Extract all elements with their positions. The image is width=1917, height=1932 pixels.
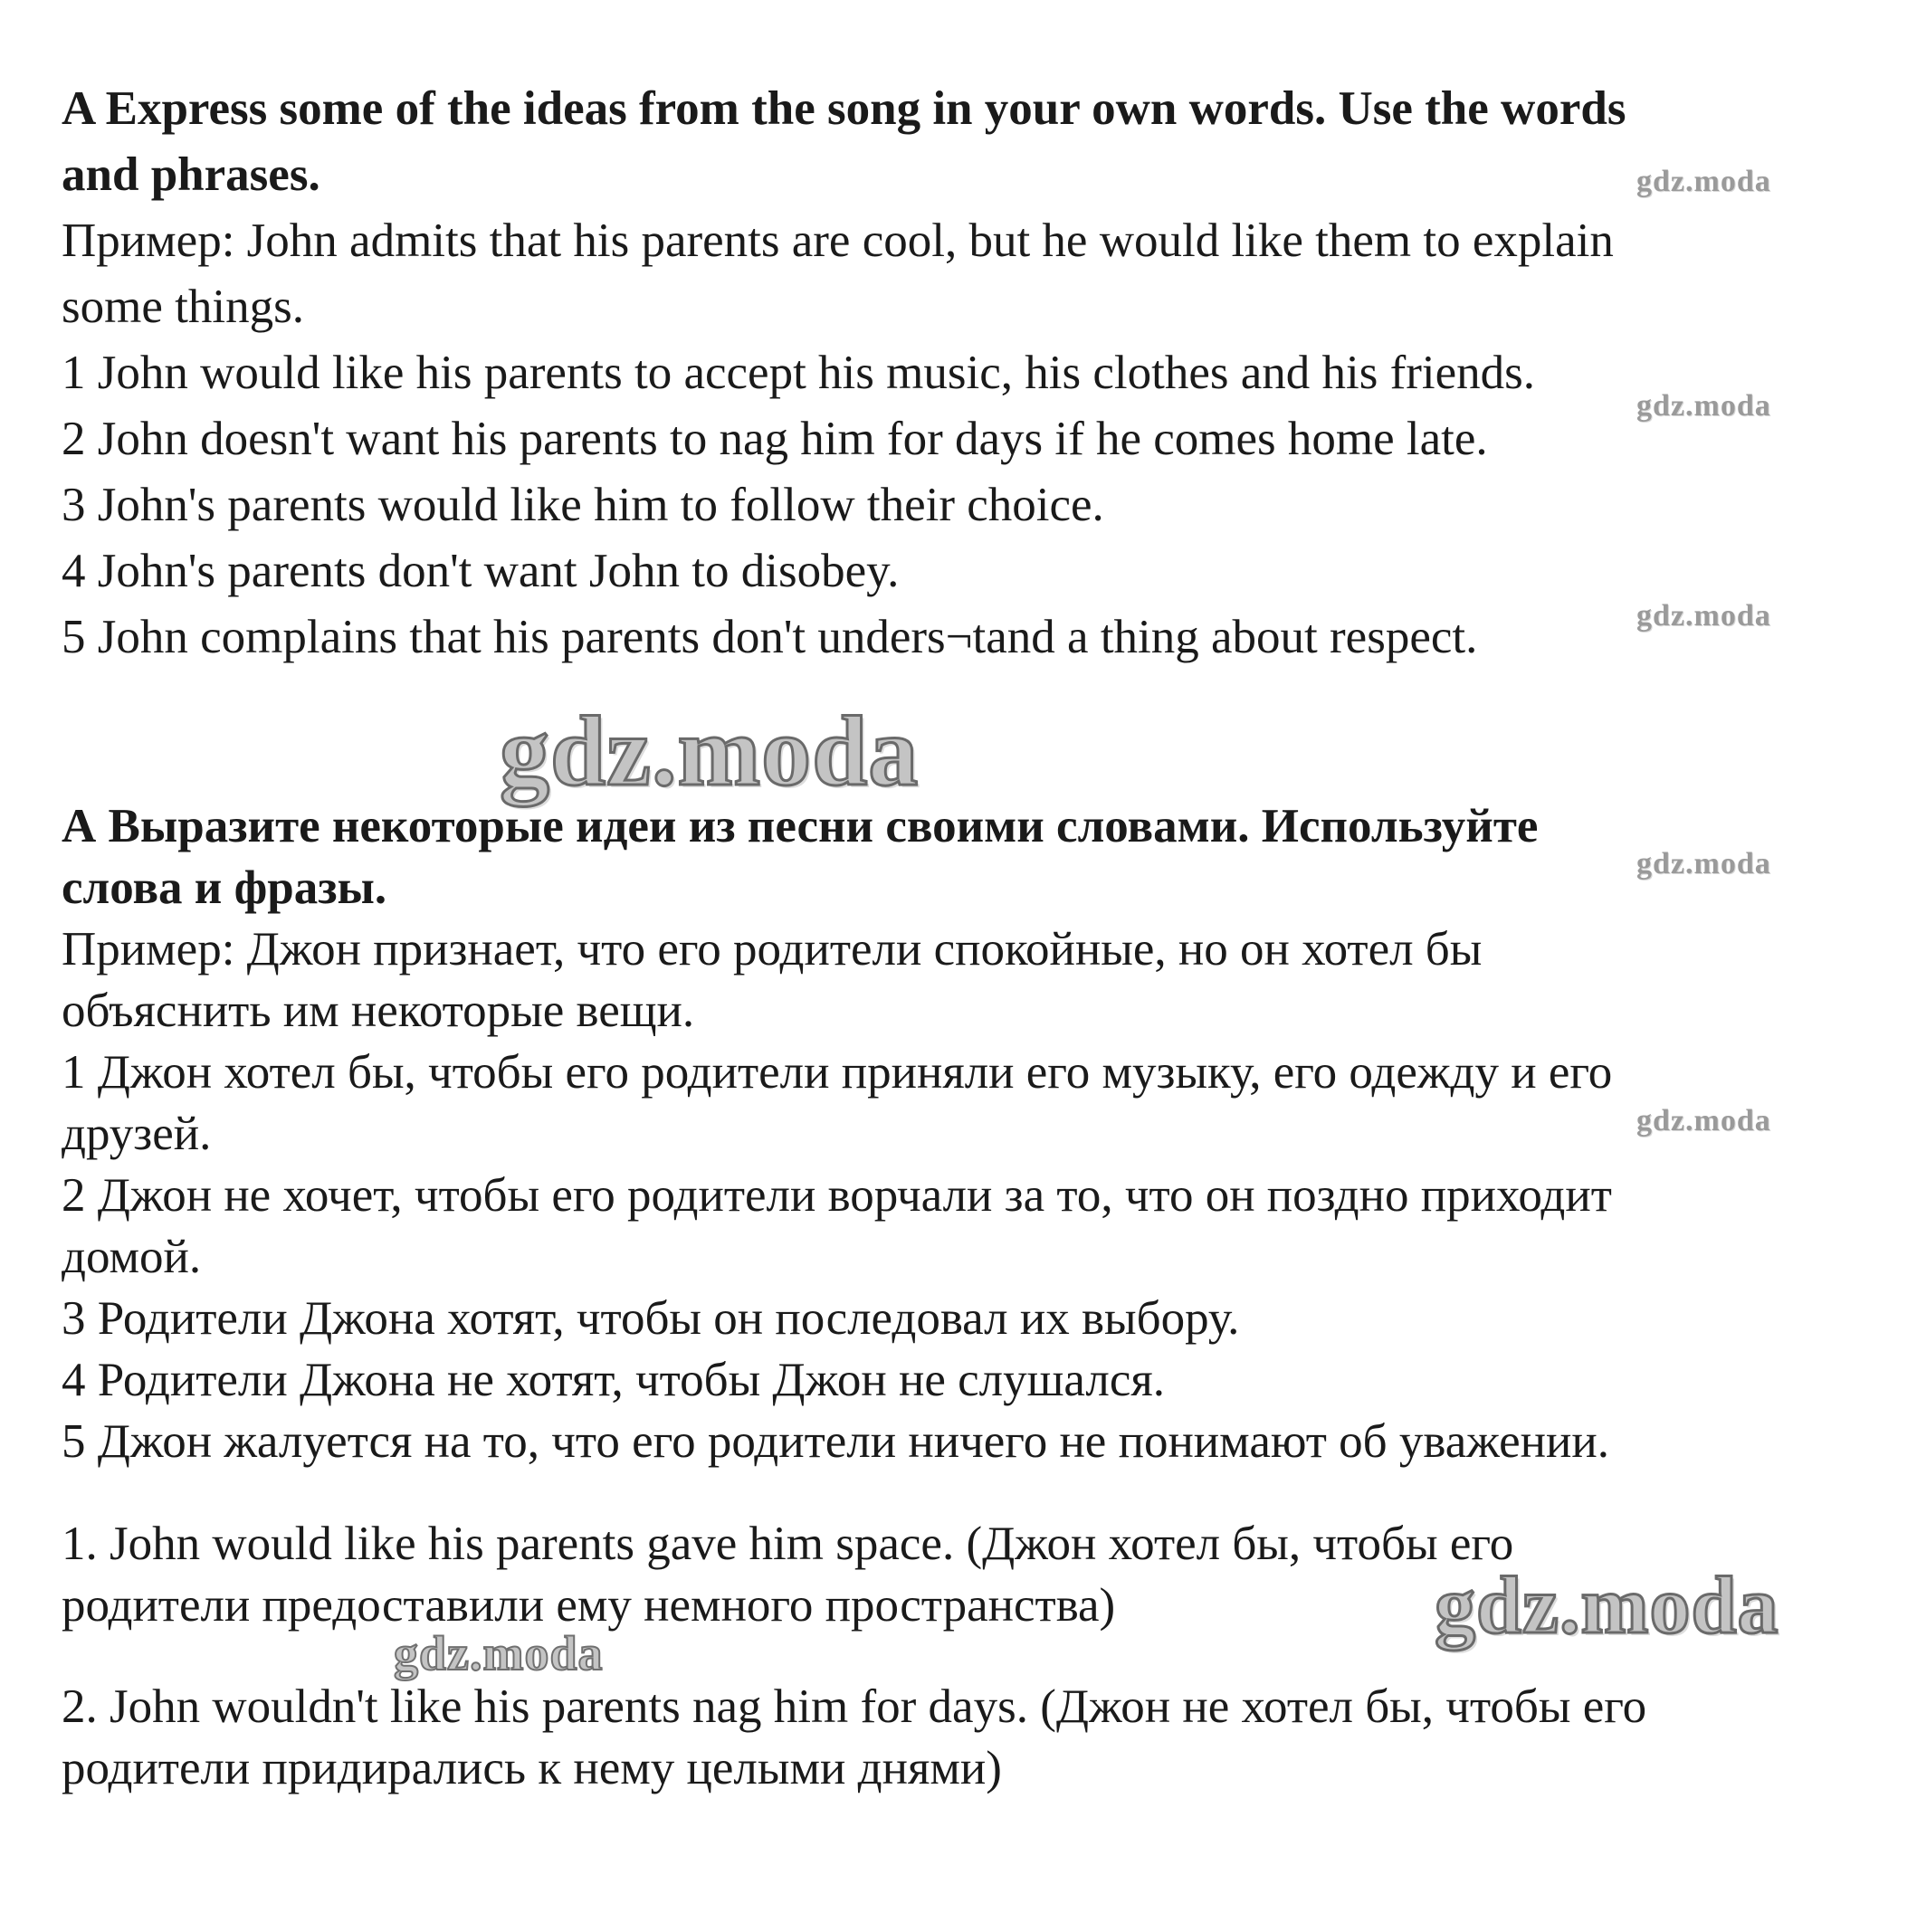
english-item-3: 3 John's parents would like him to follow their choice.: [62, 479, 1104, 531]
russian-heading-line-1: А Выразите некоторые идеи из песни своими словами. Используйте: [62, 800, 1539, 852]
watermark-small: gdz.moda: [1636, 847, 1771, 880]
watermark-small: gdz.moda: [1636, 165, 1771, 198]
english-example-line-2: some things.: [62, 281, 304, 333]
russian-item-4: 4 Родители Джона не хотят, чтобы Джон не слушался.: [62, 1354, 1165, 1406]
watermark-small: gdz.moda: [1636, 389, 1771, 423]
english-item-1: 1 John would like his parents to accept his music, his clothes and his friends.: [62, 347, 1536, 399]
english-heading-line-2: and phrases.: [62, 148, 320, 201]
watermark-small: gdz.moda: [1636, 1104, 1771, 1137]
russian-item-3: 3 Родители Джона хотят, чтобы он последовал их выбору.: [62, 1292, 1240, 1345]
watermark-large: gdz.moda: [1435, 1561, 1779, 1651]
russian-item-2-line-1: 2 Джон не хочет, чтобы его родители ворчали за то, что он поздно приходит: [62, 1169, 1612, 1222]
russian-item-1-line-2: друзей.: [62, 1108, 212, 1160]
answer-2-line-2: родители придирались к нему целыми днями): [62, 1742, 1002, 1794]
answer-2-line-1: 2. John wouldn't like his parents nag him for days. (Джон не хотел бы, чтобы его: [62, 1680, 1647, 1733]
watermark-small: gdz.moda: [1636, 599, 1771, 633]
english-item-4: 4 John's parents don't want John to disobey.: [62, 545, 900, 597]
russian-item-5: 5 Джон жалуется на то, что его родители ничего не понимают об уважении.: [62, 1415, 1610, 1468]
russian-item-2-line-2: домой.: [62, 1231, 202, 1283]
russian-heading-line-2: слова и фразы.: [62, 861, 387, 914]
watermark-large: gdz.moda: [500, 696, 920, 806]
russian-example-line-1: Пример: Джон признает, что его родители спокойные, но он хотел бы: [62, 923, 1483, 976]
answer-1-line-2: родители предоставили ему немного пространства): [62, 1579, 1116, 1632]
russian-example-line-2: объяснить им некоторые вещи.: [62, 985, 695, 1037]
english-heading-line-1: A Express some of the ideas from the song in your own words. Use the words: [62, 82, 1626, 135]
answer-1-line-1: 1. John would like his parents gave him space. (Джон хотел бы, чтобы его: [62, 1518, 1514, 1570]
russian-item-1-line-1: 1 Джон хотел бы, чтобы его родители приняли его музыку, его одежду и его: [62, 1046, 1613, 1099]
english-item-2: 2 John doesn't want his parents to nag him for days if he comes home late.: [62, 413, 1488, 465]
english-item-5: 5 John complains that his parents don't unders¬tand a thing about respect.: [62, 611, 1478, 663]
watermark-medium: gdz.moda: [394, 1626, 604, 1680]
english-example-line-1: Пример: John admits that his parents are cool, but he would like them to explain: [62, 214, 1614, 267]
